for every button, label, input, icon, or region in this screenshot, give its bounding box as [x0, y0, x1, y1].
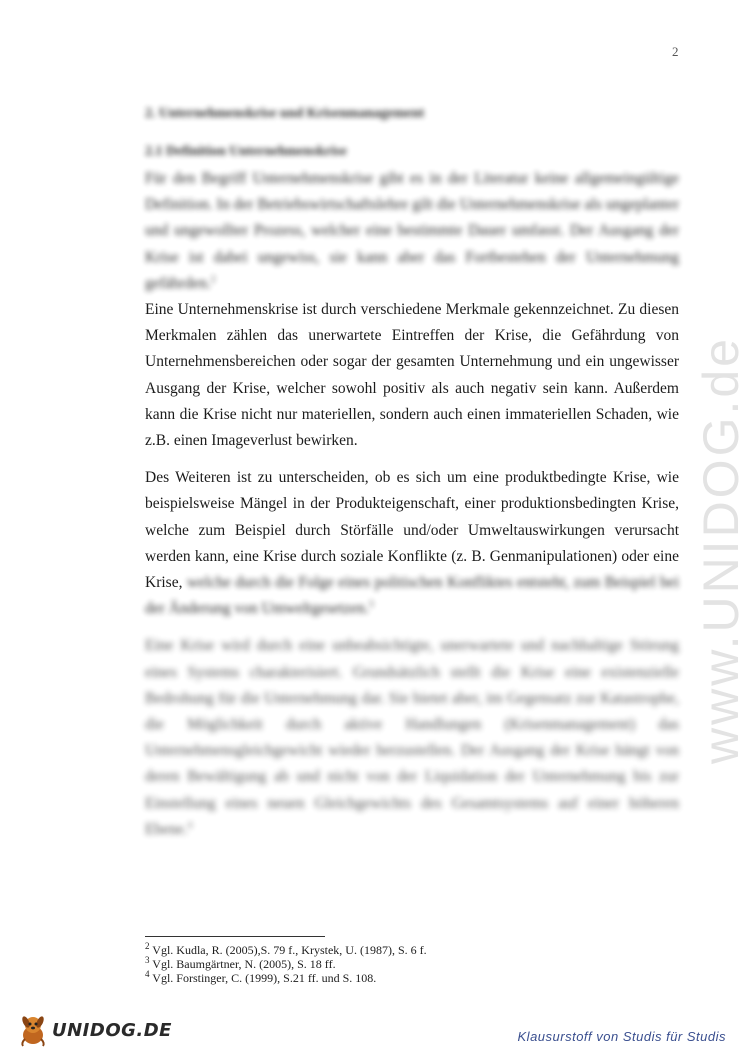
- document-body: [145, 106, 679, 843]
- unidog-logo: [16, 1013, 172, 1047]
- watermark: www.UNIDOG.de: [693, 336, 749, 764]
- subsection-heading: 2.1 Definition Unternehmenskrise: [145, 144, 347, 159]
- footnote-item: [145, 943, 679, 957]
- page-number: 2: [672, 44, 679, 59]
- logo-wordmark: UNIDOG.DE: [52, 1019, 172, 1041]
- footnote-text: Vgl. Kudla, R. (2005),S. 79 f., Krystek, U. (1987), S. 6 f.: [152, 943, 427, 957]
- footnotes: [145, 943, 679, 985]
- footnote-number: 3: [145, 955, 150, 965]
- paragraph-crisis-types: [145, 465, 679, 622]
- dog-mascot-icon: [16, 1013, 50, 1047]
- footnote-ref-2: 2: [210, 273, 216, 284]
- footnote-ref-4: 4: [187, 819, 193, 830]
- paragraph-crisis-types-clear: Des Weiteren ist zu unterscheiden, ob es sich um eine produktbedingte Krise, wie beispielsweise Mängel in der Produkteigenschaft, einer produktionsbedingten Krise, welche zum Beispiel durch Störfälle und/oder Umweltauswirkungen verursacht werden kann, eine Krise durch soziale Konflikte (z. B. Genmanipulationen) oder eine Krise,: [145, 469, 679, 592]
- footnote-item: [145, 957, 679, 971]
- footnote-number: 2: [145, 941, 150, 951]
- paragraph-crisis-types-blurred: [145, 574, 679, 617]
- paragraph-characteristics: Eine Unternehmenskrise ist durch verschiedene Merkmale gekennzeichnet. Zu diesen Merkmalen zählen das unerwartete Eintreffen der Krise, die Gefährdung von Unternehmensbereichen oder sogar der gesamten Unternehmung und ein ungewisser Ausgang der Krise, welcher sowohl positiv als auch negativ sein kann. Außerdem kann die Krise nicht nur materiellen, sondern auch einen immateriellen Schaden, wie z.B. einen Imageverlust bewirken.: [145, 301, 679, 450]
- paragraph-crisis-system: [145, 633, 679, 843]
- footnote-text: Vgl. Baumgärtner, N. (2005), S. 18 ff.: [152, 957, 336, 971]
- paragraph-definition: [145, 166, 679, 297]
- paragraph-crisis-types-blurred-text: welche durch die Folge eines politischen Konfliktes entsteht, zum Beispiel bei der Änderung von Umweltgesetzen.: [145, 574, 679, 618]
- paragraph-crisis-system-text: Eine Krise wird durch eine unbeabsichtigte, unerwartete und nachhaltige Störung eines Systems charakterisiert. Grundsätzlich stellt die Krise eine existenzielle Bedrohung für die Unternehmung dar. Sie bietet aber, im Gegensatz zur Katastrophe, die Möglichkeit durch aktive Handlungen (Krisenmanagement) das Unternehmensgleichgewicht wieder herzustellen. Der Ausgang der Krise hängt von deren Bewältigung ab und nicht von der Liquidation der Unternehmung bis zur Einstellung eines neuen Gleichgewichts des Gesamtsystems auf einer höheren Ebene.: [145, 637, 679, 838]
- footnote-number: 4: [145, 969, 150, 979]
- section-heading: 2. Unternehmenskrise und Krisenmanagement: [145, 106, 425, 121]
- footnote-item: [145, 971, 679, 985]
- footnote-divider: [145, 936, 325, 937]
- footnote-text: Vgl. Forstinger, C. (1999), S.21 ff. und S. 108.: [152, 971, 377, 985]
- footnote-ref-3: 3: [368, 599, 374, 610]
- paragraph-definition-text: Für den Begriff Unternehmenskrise gibt es in der Literatur keine allgemeingültige Definition. In der Betriebswirtschaftslehre gilt die Unternehmenskrise als ungeplanter und ungewollter Prozess, welcher eine bestimmte Dauer umfasst. Der Ausgang der Krise ist dabei ungewiss, sie kann aber das Fortbestehen der Unternehmung gefährden.: [145, 170, 679, 292]
- tagline: Klausurstoff von Studis für Studis: [517, 1029, 726, 1044]
